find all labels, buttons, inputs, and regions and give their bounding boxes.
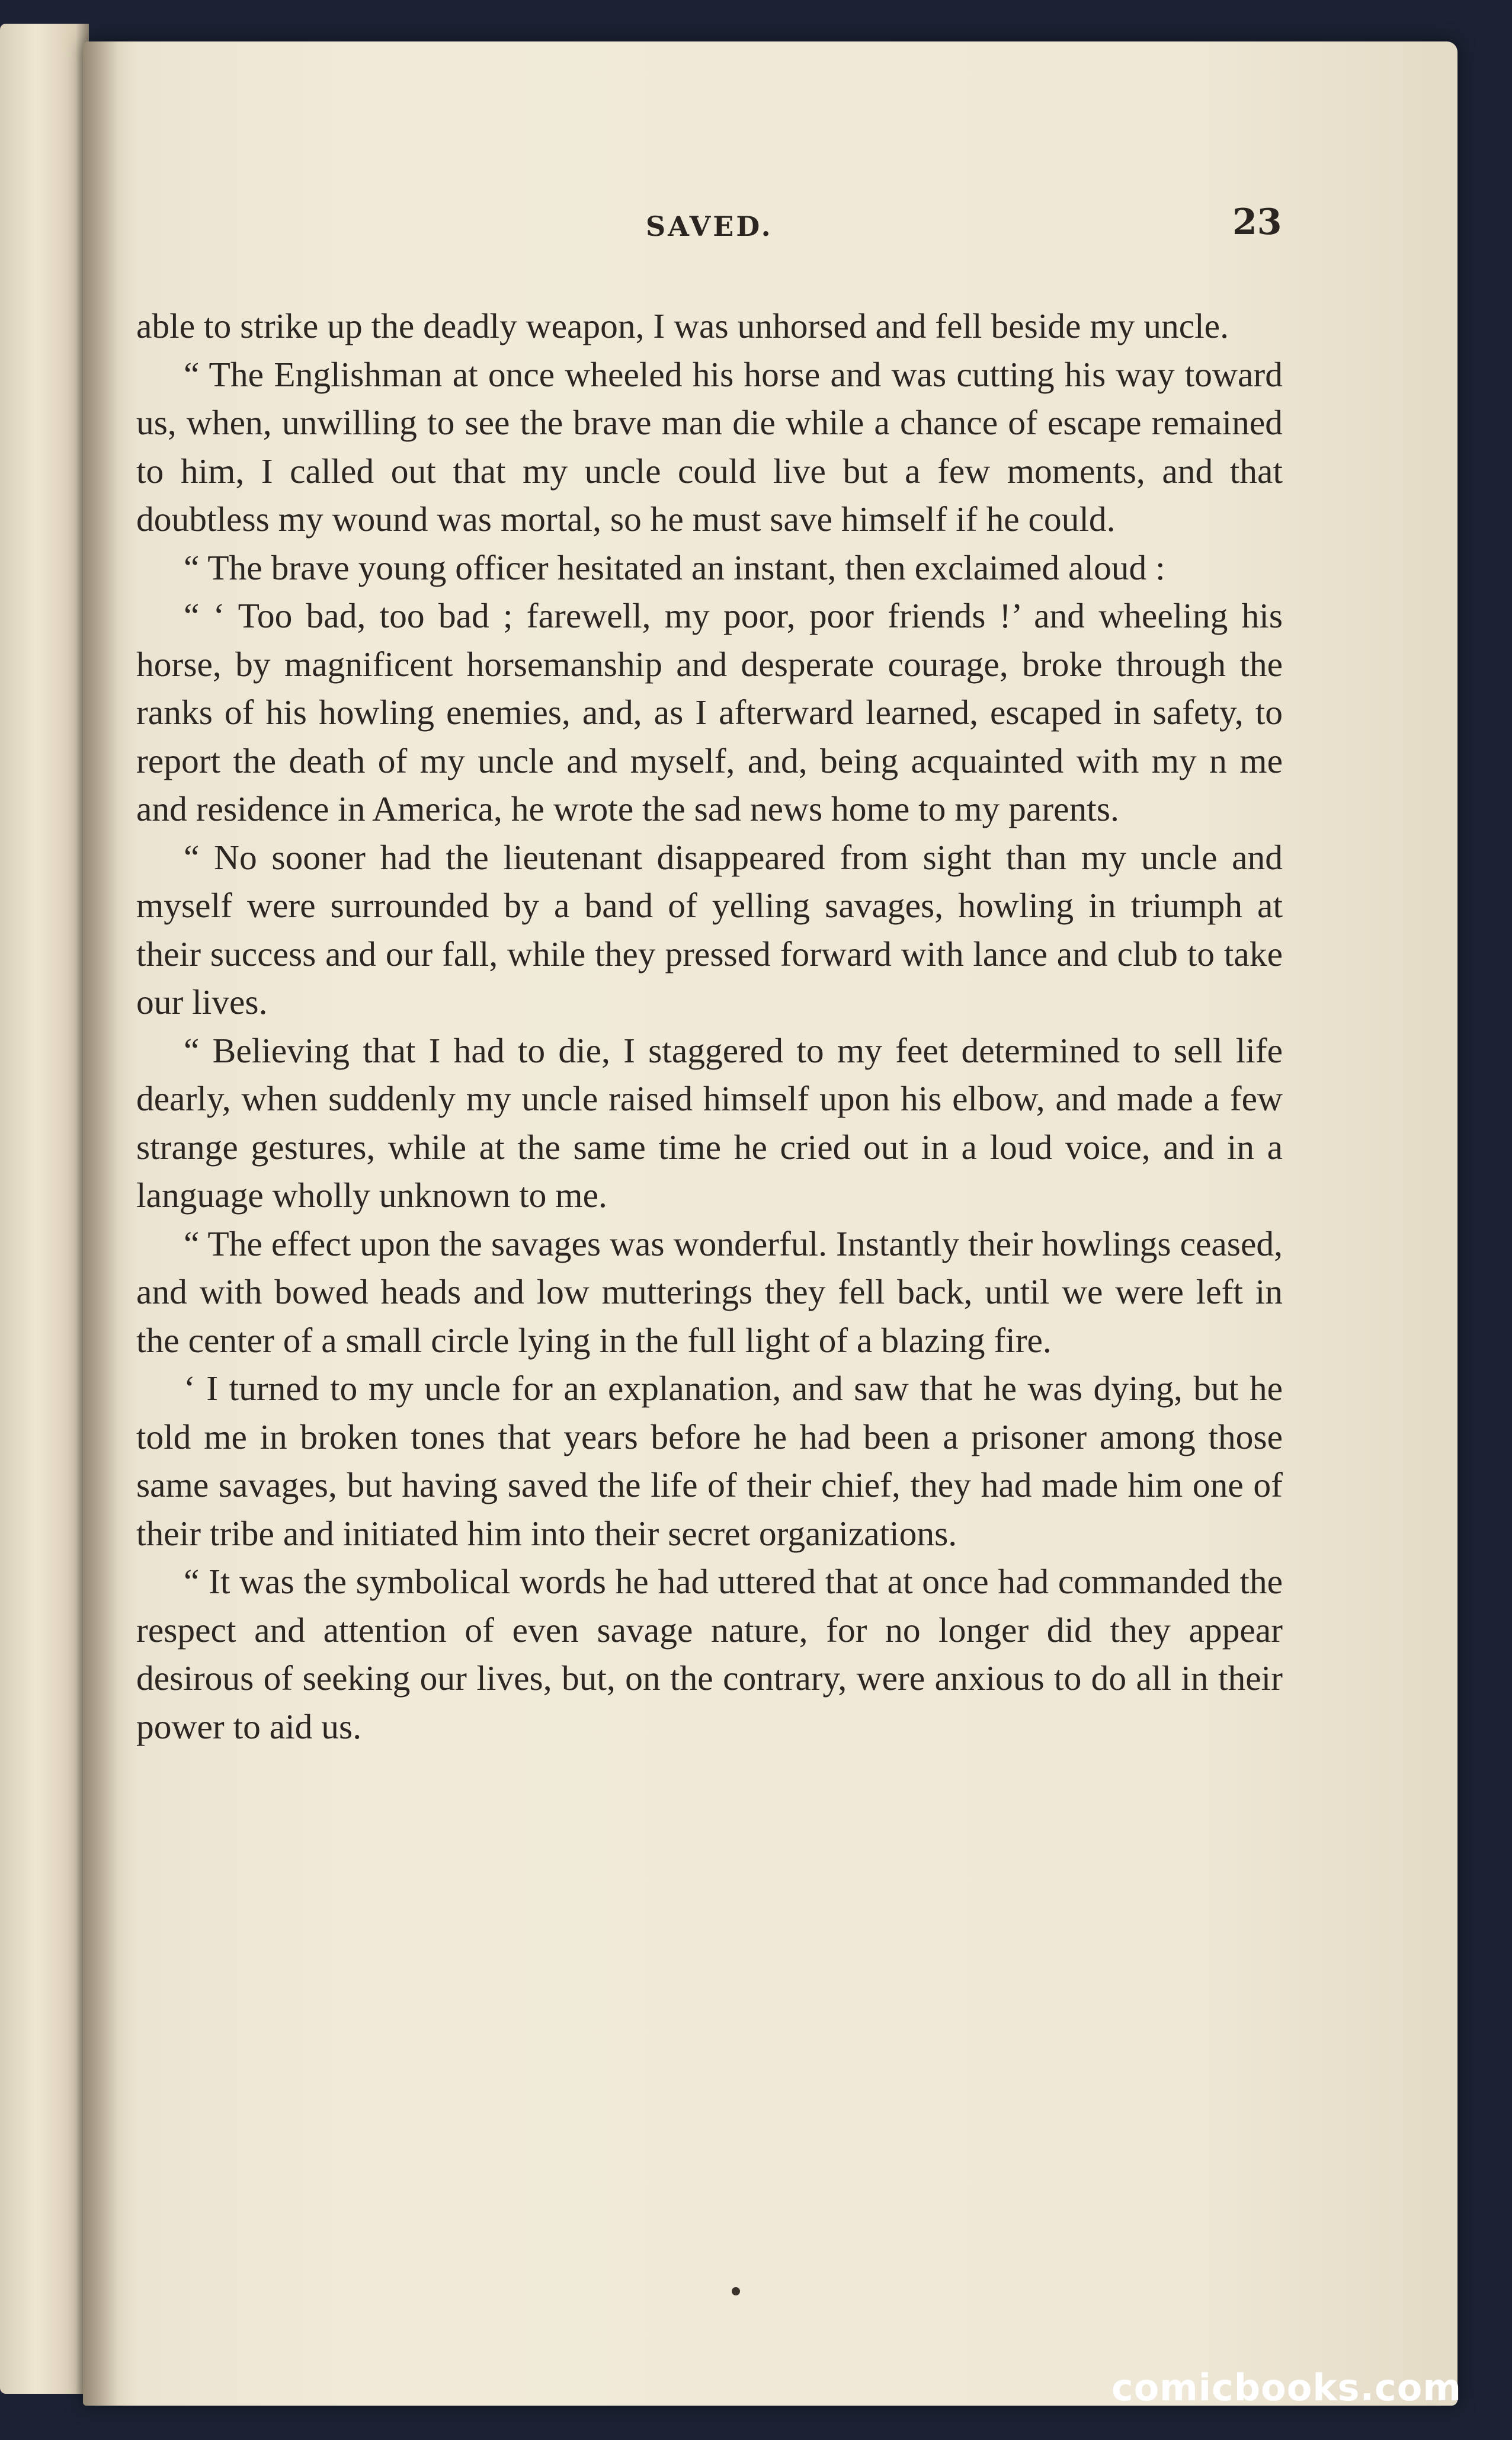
running-head-title: SAVED. xyxy=(646,210,773,242)
paragraph: “ The brave young officer hesitated an instant, then exclaimed aloud : xyxy=(184,547,1165,587)
page-number: 23 xyxy=(1232,201,1282,243)
spine-shadow xyxy=(83,41,118,2406)
watermark: comicbooks.com xyxy=(1111,2366,1462,2409)
paragraph: ‘ I turned to my uncle for an explanation, and saw that he was dying, but he told me in broken tones that years before he had been a prisoner among those same savages, but having saved the life of their chief, they had made him one of their tribe and initiated him into their secret organizations. xyxy=(136,1369,1283,1553)
body-text xyxy=(136,302,1283,1751)
book-page xyxy=(83,41,1457,2406)
paragraph: “ The Englishman at once wheeled his horse and was cutting his way toward us, when, unwilling to see the brave man die while a chance of escape remained to him, I called out that my uncle could live but a few moments, and that doubtless my wound was mortal, so he must save himself if he could. xyxy=(136,354,1283,539)
paragraph: “ The effect upon the savages was wonderful. Instantly their howlings ceased, and with bowed heads and low mutterings they fell back, until we were left in the center of a small circle lying in the full light of a blazing fire. xyxy=(136,1224,1283,1360)
running-head xyxy=(83,166,1457,243)
paragraph: “ Believing that I had to die, I staggered to my feet determined to sell life dearly, when suddenly my uncle raised himself upon his elbow, and made a few strange gestures, while at the same time he cried out in a loud voice, and in a language wholly unknown to me. xyxy=(136,1030,1283,1215)
previous-page-edge xyxy=(0,24,89,2394)
paragraph: “ ‘ Too bad, too bad ; farewell, my poor, poor friends !’ and wheeling his horse, by magnificent horsemanship and desperate courage, broke through the ranks of his howling enemies, and, as I afterward learned, escaped in safety, to report the death of my uncle and myself, and, being acquainted with my n me and residence in America, he wrote the sad news home to my parents. xyxy=(136,596,1283,828)
print-mark xyxy=(732,2287,740,2295)
paragraph: “ It was the symbolical words he had uttered that at once had commanded the respect and attention of even savage nature, for no longer did they appear desirous of seeking our lives, but, on the contrary, were anxious to do all in their power to aid us. xyxy=(136,1562,1283,1746)
paragraph: “ No sooner had the lieutenant disappeared from sight than my uncle and myself were surrounded by a band of yelling savages, howling in triumph at their success and our fall, while they pressed forward with lance and club to take our lives. xyxy=(136,837,1283,1022)
paragraph: able to strike up the deadly weapon, I was unhorsed and fell beside my uncle. xyxy=(136,306,1229,345)
